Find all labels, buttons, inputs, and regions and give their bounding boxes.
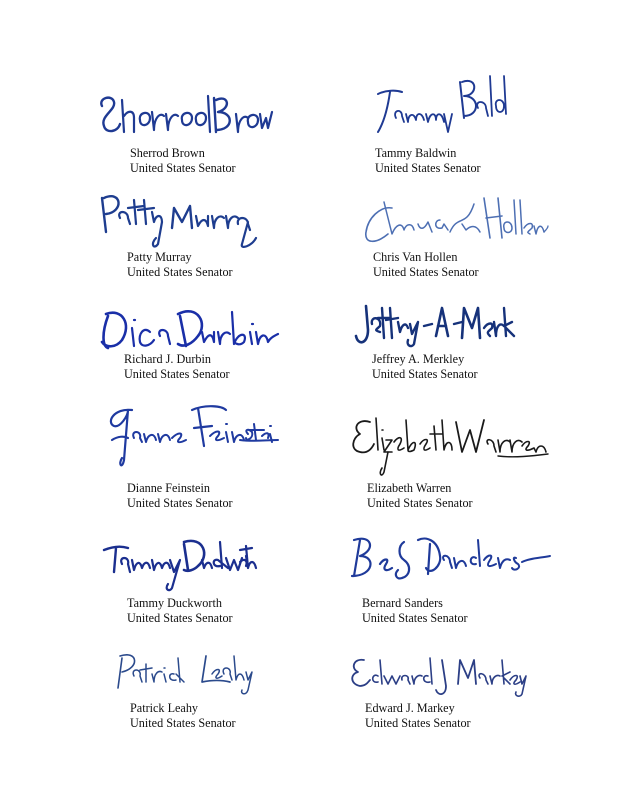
signatory-name: Chris Van Hollen xyxy=(373,250,458,264)
signatory-name: Bernard Sanders xyxy=(362,596,443,610)
signatory-name: Tammy Baldwin xyxy=(375,146,457,160)
signature-patrick-leahy xyxy=(112,646,258,698)
signatory-name: Patrick Leahy xyxy=(130,701,199,715)
signatory-title: United States Senator xyxy=(362,611,468,625)
signature-elizabeth-warren xyxy=(348,412,548,478)
signatory-name: Richard J. Durbin xyxy=(124,352,211,366)
signature-jeffrey-merkley xyxy=(352,300,516,350)
signatory-title: United States Senator xyxy=(372,367,478,381)
signature-richard-durbin xyxy=(98,302,280,354)
signatory-name: Tammy Duckworth xyxy=(127,596,222,610)
signatory-title: United States Senator xyxy=(130,716,236,730)
signatory-name: Jeffrey A. Merkley xyxy=(372,352,465,366)
signatory-title: United States Senator xyxy=(373,265,479,279)
signature-patty-murray xyxy=(92,188,258,252)
signatory-title: United States Senator xyxy=(127,265,233,279)
signature-tammy-duckworth xyxy=(100,532,256,592)
signatory-name: Dianne Feinstein xyxy=(127,481,210,495)
signatory-name: Edward J. Markey xyxy=(365,701,455,715)
signatory-title: United States Senator xyxy=(127,496,233,510)
signature-edward-markey xyxy=(346,650,528,700)
signatory-title: United States Senator xyxy=(365,716,471,730)
signature-bernard-sanders xyxy=(346,530,552,592)
signatory-title: United States Senator xyxy=(127,611,233,625)
signatory-name: Elizabeth Warren xyxy=(367,481,452,495)
signatory-title: United States Senator xyxy=(375,161,481,175)
signatory-name: Sherrod Brown xyxy=(130,146,205,160)
signature-tammy-baldwin xyxy=(370,72,510,138)
signatory-title: United States Senator xyxy=(367,496,473,510)
signatory-title: United States Senator xyxy=(124,367,230,381)
signature-sherrod-brown xyxy=(96,88,272,144)
signatory-name: Patty Murray xyxy=(127,250,192,264)
signatory-title: United States Senator xyxy=(130,161,236,175)
signature-chris-van-hollen xyxy=(362,194,548,250)
signature-dianne-feinstein xyxy=(98,400,278,472)
